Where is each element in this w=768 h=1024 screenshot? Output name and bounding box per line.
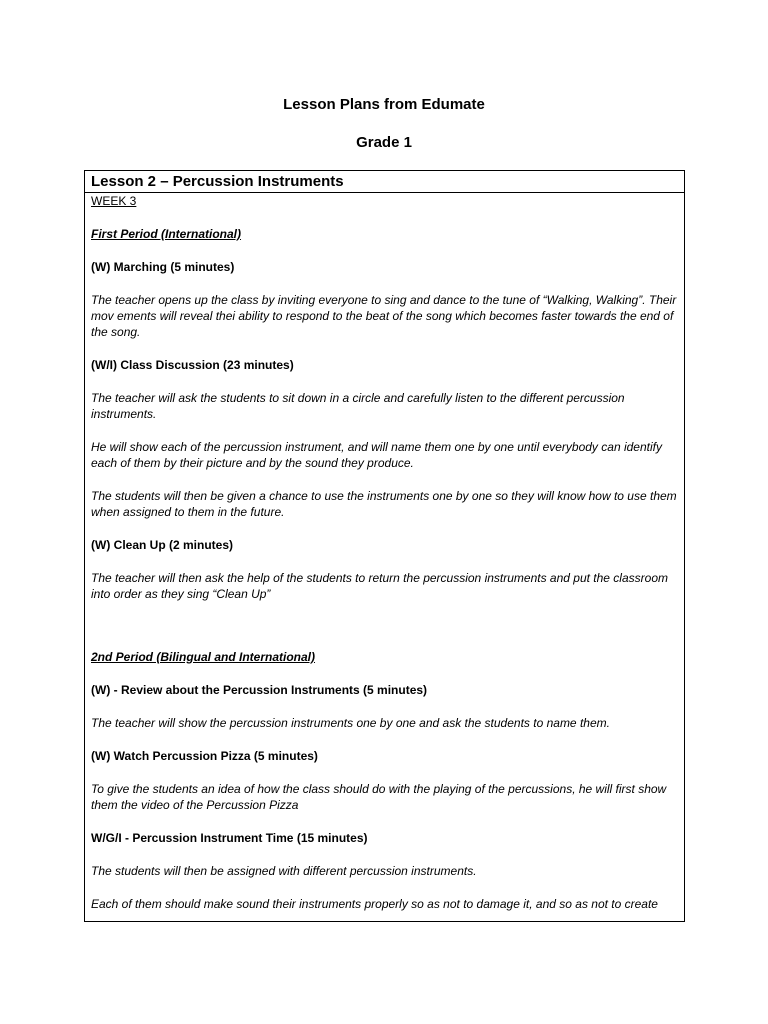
lesson-table: [84, 170, 685, 922]
activity-description: The teacher will show the percussion instruments one by one and ask the students to name them.: [91, 716, 610, 730]
activity-marching: (W) Marching (5 minutes): [91, 260, 235, 274]
page-title: Lesson Plans from Edumate: [283, 96, 485, 113]
activity-description: The students will then be assigned with different percussion instruments.: [91, 864, 477, 878]
activity-description: He will show each of the percussion instrument, and will name them one by one until everybody can identify each of them by their picture and by the sound they produce.: [91, 440, 662, 470]
activity-description: The teacher will ask the students to sit down in a circle and carefully listen to the different percussion instruments.: [91, 391, 625, 421]
second-period-title: 2nd Period (Bilingual and International): [91, 650, 316, 664]
activity-description: The students will then be given a chance to use the instruments one by one so they will know how to use them when assigned to them in the future.: [91, 489, 677, 519]
activity-description: To give the students an idea of how the class should do with the playing of the percussions, he will first show them the video of the Percussion Pizza: [91, 782, 667, 812]
activity-description: Each of them should make sound their instruments properly so as not to damage it, and so as not to create: [91, 897, 658, 911]
week-label: WEEK 3: [91, 194, 137, 208]
activity-percussion-instrument-time: W/G/I - Percussion Instrument Time (15 minutes): [91, 831, 368, 845]
activity-watch-percussion-pizza: (W) Watch Percussion Pizza (5 minutes): [91, 749, 318, 763]
activity-class-discussion: (W/I) Class Discussion (23 minutes): [91, 358, 294, 372]
lesson-heading: Lesson 2 – Percussion Instruments: [85, 171, 684, 193]
activity-clean-up: (W) Clean Up (2 minutes): [91, 538, 234, 552]
activity-description: The teacher will then ask the help of the students to return the percussion instruments and put the classroom into order as they sing “Clean Up”: [91, 571, 668, 601]
lesson-content: [85, 193, 684, 912]
activity-review: (W) - Review about the Percussion Instruments (5 minutes): [91, 683, 428, 697]
first-period-title: First Period (International): [91, 227, 242, 241]
grade-title: Grade 1: [356, 134, 412, 151]
activity-description: The teacher opens up the class by inviting everyone to sing and dance to the tune of “Walking, Walking”. Their mov ements will reveal thei ability to respond to the beat of the song which becomes faster towards the end of the song.: [91, 293, 677, 339]
